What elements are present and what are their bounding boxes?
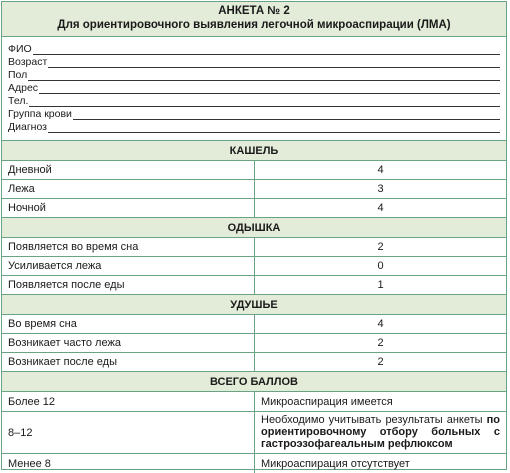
row-label: Дневной [2, 161, 255, 179]
table-row [2, 412, 506, 454]
table-row [2, 161, 506, 180]
table-row [2, 454, 506, 473]
row-label: Во время сна [2, 315, 255, 333]
row-score: 2 [377, 241, 384, 253]
total-range: Менее 8 [2, 454, 255, 473]
section-title-totals: ВСЕГО БАЛЛОВ [2, 372, 506, 392]
total-range: 8–12 [2, 412, 255, 453]
row-score: 3 [377, 183, 384, 195]
total-result: Микроаспирация имеется [261, 395, 393, 408]
section-title-dyspnea: ОДЫШКА [2, 218, 506, 238]
field-blood-group[interactable]: Группа крови [8, 107, 500, 120]
table-row [2, 199, 506, 218]
row-score: 1 [377, 279, 384, 291]
table-row [2, 353, 506, 372]
field-fio[interactable]: ФИО [8, 42, 500, 55]
row-score: 2 [377, 356, 384, 368]
row-label: Возникает часто лежа [2, 334, 255, 352]
row-label: Появляется во время сна [2, 238, 255, 256]
form-header [2, 2, 506, 37]
table-row [2, 180, 506, 199]
total-result [255, 412, 506, 453]
section-title-cough: КАШЕЛЬ [2, 141, 506, 161]
row-label: Возникает после еды [2, 353, 255, 371]
form-subtitle: Для ориентировочного выявления легочной микроаспирации (ЛМА) [57, 19, 451, 31]
form-title: АНКЕТА № 2 [218, 5, 290, 17]
row-label: Появляется после еды [2, 276, 255, 294]
table-row [2, 334, 506, 353]
questionnaire-form [1, 1, 507, 470]
row-label: Лежа [2, 180, 255, 198]
row-score: 4 [377, 164, 384, 176]
total-result-bold: по ориентировочному отбору больных с гастроэзофагеальным рефлюксом [261, 414, 500, 450]
row-score: 2 [377, 337, 384, 349]
total-result: Микроаспирация отсутствует [261, 457, 410, 470]
table-row [2, 238, 506, 257]
total-range: Более 12 [2, 392, 255, 411]
table-row [2, 257, 506, 276]
row-label: Ночной [2, 199, 255, 217]
row-score: 0 [377, 260, 384, 272]
patient-fields [2, 37, 506, 141]
row-label: Усиливается лежа [2, 257, 255, 275]
field-address[interactable]: Адрес [8, 81, 500, 94]
total-result-plain: Необходимо учитывать результаты анкеты [261, 414, 483, 426]
field-sex[interactable]: Пол [8, 68, 500, 81]
field-diagnosis[interactable]: Диагноз [8, 120, 500, 133]
table-row [2, 392, 506, 412]
table-row [2, 315, 506, 334]
table-row [2, 276, 506, 295]
field-phone[interactable]: Тел. [8, 94, 500, 107]
section-title-suffocation: УДУШЬЕ [2, 295, 506, 315]
field-age[interactable]: Возраст [8, 55, 500, 68]
row-score: 4 [377, 318, 384, 330]
row-score: 4 [377, 202, 384, 214]
